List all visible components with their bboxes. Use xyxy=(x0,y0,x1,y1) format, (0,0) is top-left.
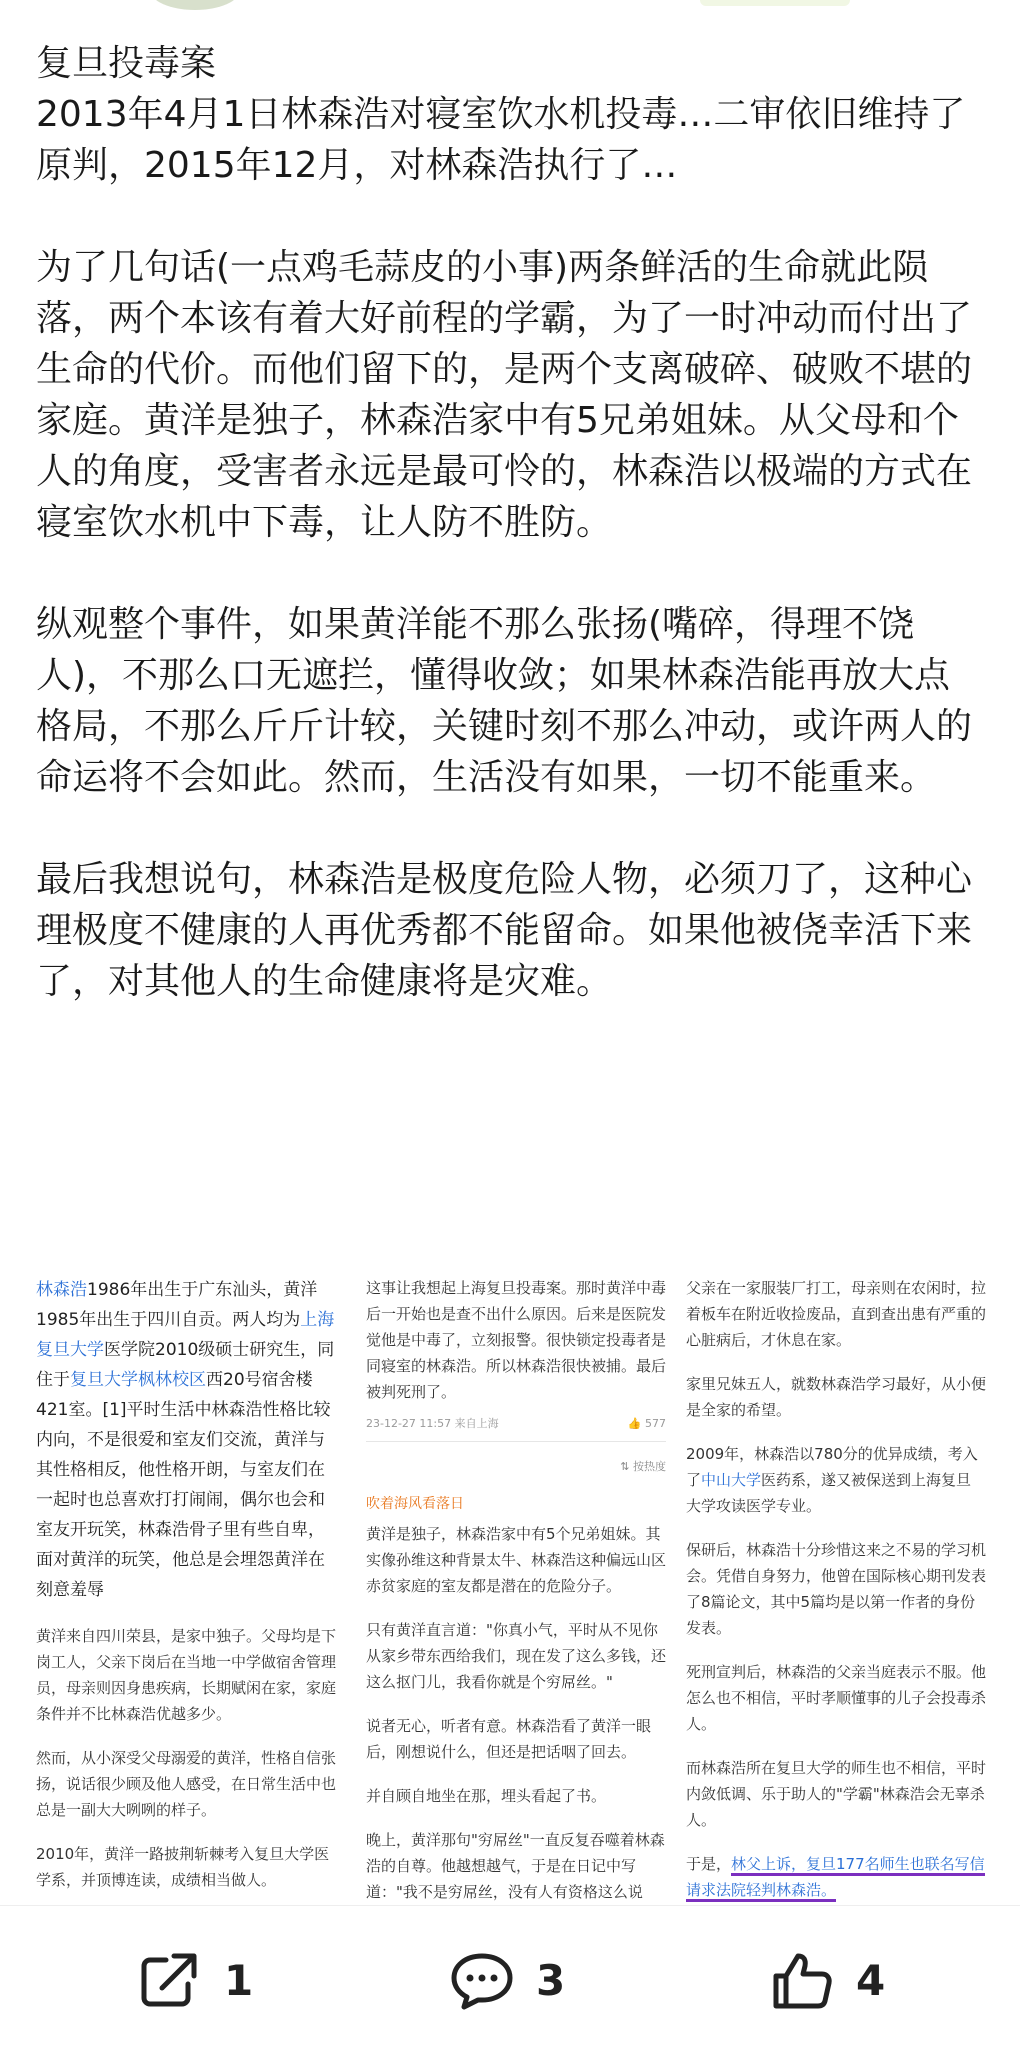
article-paragraph: 说者无心，听者有意。林森浩看了黄洋一眼后，刚想说什么，但还是把话咽了回去。 xyxy=(366,1717,652,1761)
article-paragraph: 2010年，黄洋一路披荆斩棘考入复旦大学医学系，并顶博连读，成绩相当做人。 xyxy=(36,1845,330,1889)
article-paragraph: 于是，林父上诉，复旦177名师生也联名写信请求法院轻判林森浩。 xyxy=(686,1851,986,1903)
article-paragraph: 黄洋来自四川荣县，是家中独子。父母均是下岗工人，父亲下岗后在当地一中学做宿舍管理员，母亲则因身患疾病，长期赋闲在家，家庭条件并不比林森浩优越多少。 xyxy=(36,1627,337,1723)
post-paragraph-1: 为了几句话(一点鸡毛蒜皮的小事)两条鲜活的生命就此陨落，两个本该有着大好前程的学霸，为了一时冲动而付出了生命的代价。而他们留下的，是两个支离破碎、破败不堪的家庭。黄洋是独子，林森浩家中有5兄弟姐妹。从父母和个人的角度，受害者永远是最可怜的，林森浩以极端的方式在寝室饮水机中下毒，让人防不胜防。 xyxy=(36,247,973,543)
action-bar xyxy=(0,1905,1020,2046)
article-paragraph: 2009年，林森浩以780分的优异成绩，考入了中山大学医药系，遂又被保送到上海复旦大学攻读医学专业。 xyxy=(686,1445,978,1515)
share-count: 1 xyxy=(224,1955,254,2005)
highlighted-text: 林父上诉，复旦177名师生也联名写信请求法院轻判林森浩。 xyxy=(686,1855,985,1902)
header-tag xyxy=(700,0,850,6)
like-count: 4 xyxy=(856,1955,886,2005)
comment-count: 3 xyxy=(536,1955,566,2005)
article-paragraph: 死刑宣判后，林森浩的父亲当庭表示不服。他怎么也不相信，平时孝顺懂事的儿子会投毒杀人。 xyxy=(686,1663,987,1733)
article-paragraph: 然而，从小深受父母溺爱的黄洋，性格自信张扬，说话很少顾及他人感受，在日常生活中也总是一副大大咧咧的样子。 xyxy=(36,1749,337,1819)
article-paragraph: 而林森浩所在复旦大学的师生也不相信，平时内敛低调、乐于助人的"学霸"林森浩会无辜杀人。 xyxy=(686,1759,987,1829)
comment-icon xyxy=(450,1950,514,2010)
avatar[interactable] xyxy=(150,0,240,10)
article-paragraph: 父亲在一家服装厂打工，母亲则在农闲时，拉着板车在附近收捡废品，直到查出患有严重的心脏病后，才休息在家。 xyxy=(686,1279,987,1349)
like-small-icon: 👍 xyxy=(627,1417,642,1430)
article-paragraph: 只有黄洋直言道："你真小气，平时从不见你从家乡带东西给我们，现在发了这么多钱，还这么抠门儿，我看你就是个穷屌丝。" xyxy=(366,1621,667,1691)
post-paragraph-2: 纵观整个事件，如果黄洋能不那么张扬(嘴碎，得理不饶人)，不那么口无遮拦，懂得收敛；如果林森浩能再放大点格局，不那么斤斤计较，关键时刻不那么冲动，或许两人的命运将不会如此。然而，生活没有如果，一切不能重来。 xyxy=(36,604,973,798)
comment-meta xyxy=(366,1413,666,1435)
article-paragraph: 家里兄妹五人，就数林森浩学习最好，从小便是全家的希望。 xyxy=(686,1375,987,1419)
article-paragraph: 林森浩1986年出生于广东汕头，黄洋1985年出生于四川自贡。两人均为上海复旦大学医学院2010级硕士研究生，同住于复旦大学枫林校区西20号宿舍楼421室。[1]平时生活中林森浩性格比较内向，不是很爱和室友们交流，黄洋与其性格相反，他性格开朗，与室友们在一起时也总喜欢打打闹闹，偶尔也会和室友开玩笑，林森浩骨子里有些自卑，面对黄洋的玩笑，他总是会埋怨黄洋在刻意羞辱 xyxy=(36,1280,335,1600)
like-icon xyxy=(770,1950,834,2010)
like-button[interactable] xyxy=(770,1950,885,2010)
article-paragraph: 并自顾自地坐在那，埋头看起了书。 xyxy=(366,1787,607,1805)
attached-image-2[interactable] xyxy=(366,1275,666,1905)
comment-button[interactable] xyxy=(450,1950,565,2010)
sort-toggle[interactable]: ⇅ 按热度 xyxy=(620,1460,666,1473)
attached-images xyxy=(36,1275,986,1905)
attached-image-3[interactable] xyxy=(686,1275,986,1905)
link-name: 林森浩 xyxy=(36,1280,87,1300)
article-paragraph: 保研后，林森浩十分珍惜这来之不易的学习机会。凭借自身努力，他曾在国际核心期刊发表了8篇论文，其中5篇均是以第一作者的身份发表。 xyxy=(686,1541,987,1637)
commenter-name[interactable]: 吹着海风看落日 xyxy=(366,1496,464,1512)
reply-comment xyxy=(366,1490,666,1517)
comment-likes: 👍 577 xyxy=(627,1417,666,1430)
reply-text: 黄洋是独子，林森浩家中有5个兄弟姐妹。其实像孙维这种背景太牛、林森浩这种偏远山区赤贫家庭的室友都是潜在的危险分子。 xyxy=(366,1525,667,1595)
post-paragraph-3: 最后我想说句，林森浩是极度危险人物，必须刀了，这种心理极度不健康的人再优秀都不能留命。如果他被侥幸活下来了，对其他人的生命健康将是灾难。 xyxy=(36,859,973,1002)
attached-image-1[interactable] xyxy=(36,1275,336,1905)
sort-icon: ⇅ xyxy=(620,1460,630,1473)
post-body xyxy=(36,38,986,1007)
post-summary: 2013年4月1日林森浩对寝室饮水机投毒…二审依旧维持了原判，2015年12月，对林森浩执行了… xyxy=(36,94,966,186)
comment-time: 23-12-27 11:57 来自上海 xyxy=(366,1417,499,1430)
share-button[interactable] xyxy=(138,1950,253,2010)
post-title: 复旦投毒案 xyxy=(36,43,217,84)
link-university: 中山大学 xyxy=(701,1471,762,1489)
share-icon xyxy=(138,1950,202,2010)
comment-text: 这事让我想起上海复旦投毒案。那时黄洋中毒后一开始也是查不出什么原因。后来是医院发觉他是中毒了，立刻报警。很快锁定投毒者是同寝室的林森浩。所以林森浩很快被捕。最后被判死刑了。 xyxy=(366,1279,667,1401)
link-university: 上海复旦大学 xyxy=(36,1310,335,1360)
link-campus: 复旦大学枫林校区 xyxy=(70,1370,206,1390)
divider xyxy=(366,1441,666,1442)
top-strip xyxy=(0,0,1020,14)
article-paragraph: 晚上，黄洋那句"穷屌丝"一直反复吞噬着林森浩的自尊。他越想越气，于是在日记中写道："我不是穷屌丝，没有人有资格这么说 xyxy=(366,1831,665,1901)
